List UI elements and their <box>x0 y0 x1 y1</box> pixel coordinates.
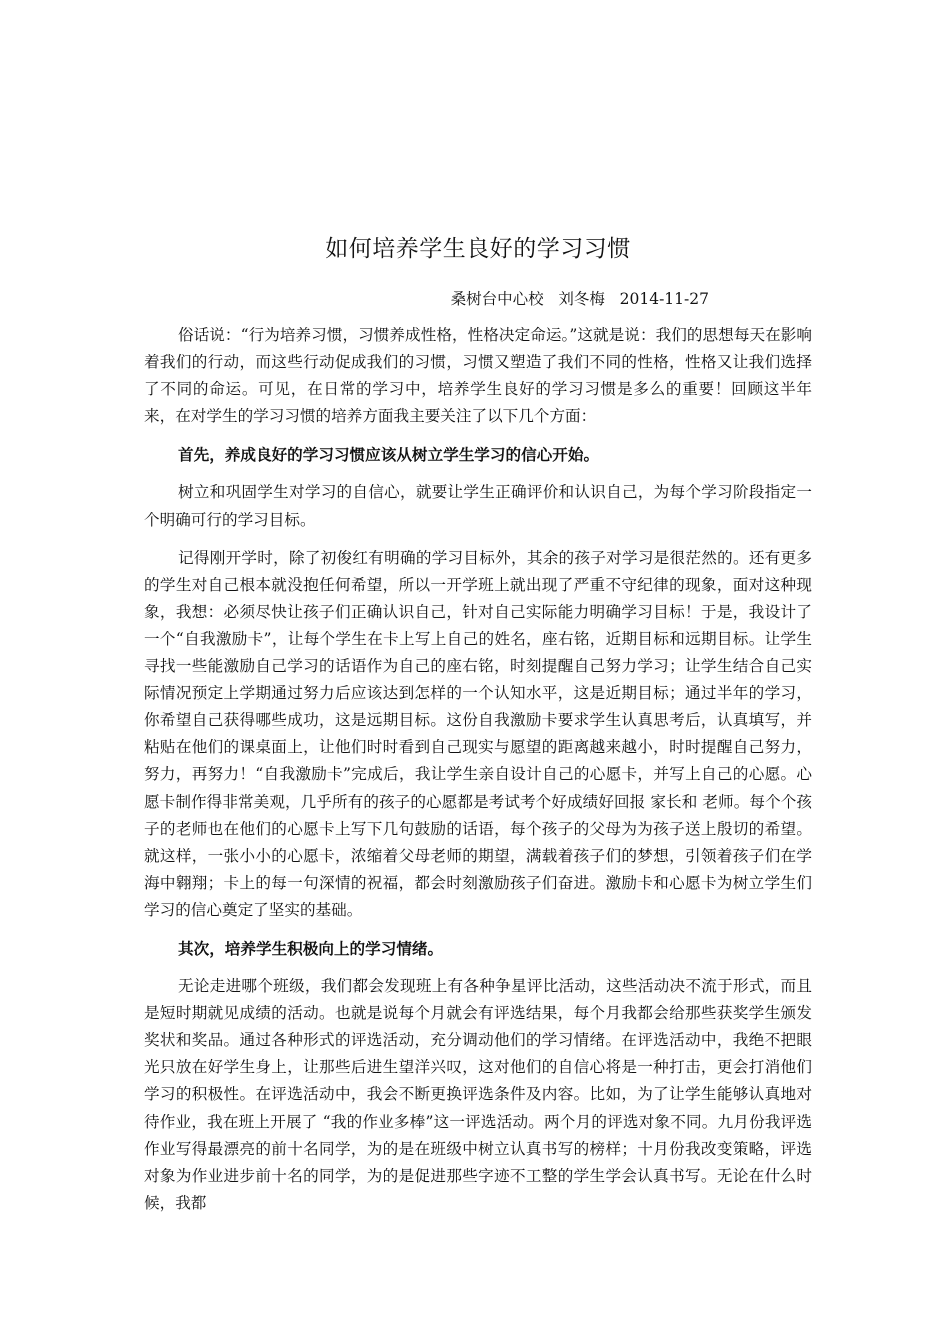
paragraph-self-motivation-card: 记得刚开学时，除了初俊红有明确的学习目标外，其余的孩子对学习是很茫然的。还有更多的学生对自己根本就没抱任何希望，所以一开学班上就出现了严重不守纪律的现象，面对这种现象，我想：必须尽快让孩子们正确认识自己，针对自己实际能力明确学习目标！于是，我设计了一个“自我激励卡”，让每个学生在卡上写上自己的姓名，座右铭，近期目标和远期目标。让学生寻找一些能激励自己学习的话语作为自己的座右铭，时刻提醒自己努力学习；让学生结合自己实际情况预定上学期通过努力后应该达到怎样的一个认知水平，这是近期目标；通过半年的学习，你希望自己获得哪些成功，这是远期目标。这份自我激励卡要求学生认真思考后，认真填写，并粘贴在他们的课桌面上，让他们时时看到自己现实与愿望的距离越来越小，时时提醒自己努力，努力，再努力！“自我激励卡”完成后，我让学生亲自设计自己的心愿卡，并写上自己的心愿。心愿卡制作得非常美观，几乎所有的孩子的心愿都是考试考个好成绩好回报 家长和 老师。每个个孩子的老师也在他们的心愿卡上写下几句鼓励的话语，每个孩子的父母为为孩子送上殷切的希望。就这样，一张小小的心愿卡，浓缩着父母老师的期望，满载着孩子们的梦想，引领着孩子们在学海中翱翔；卡上的每一句深情的祝福，都会时刻激励孩子们奋进。激励卡和心愿卡为树立学生们学习的信心奠定了坚实的基础。 <box>144 548 812 919</box>
document-title: 如何培养学生良好的学习习惯 <box>325 236 631 262</box>
document-body <box>144 322 812 1217</box>
document-byline: 桑树台中心校 刘冬梅 2014-11-27 <box>450 290 709 308</box>
paragraph-intro: 俗话说：“行为培养习惯，习惯养成性格，性格决定命运。”这就是说：我们的思想每天在影响着我们的行动，而这些行动促成我们的习惯，习惯又塑造了我们不同的性格，性格又让我们选择了不同的命运。可见，在日常的学习中，培养学生良好的学习习惯是多么的重要！回顾这半年来，在对学生的学习习惯的培养方面我主要关注了以下几个方面： <box>144 326 812 426</box>
section-heading-1: 首先，养成良好的学习习惯应该从树立学生学习的信心开始。 <box>178 445 600 465</box>
section-heading-2: 其次，培养学生积极向上的学习情绪。 <box>178 938 444 958</box>
paragraph-evaluation-activities: 无论走进哪个班级，我们都会发现班上有各种争星评比活动，这些活动决不流于形式，而且是短时期就见成绩的活动。也就是说每个月就会有评选结果，每个月我都会给那些获奖学生颁发奖状和奖品。通过各种形式的评选活动，充分调动他们的学习情绪。在评选活动中，我绝不把眼光只放在好学生身上，让那些后进生望洋兴叹，这对他们的自信心将是一种打击，更会打消他们学习的积极性。在评选活动中，我会不断更换评选条件及内容。比如，为了让学生能够认真地对待作业，我在班上开展了 “我的作业多棒”这一评选活动。两个月的评选对象不同。九月份我评选作业写得最漂亮的前十名同学，为的是在班级中树立认真书写的榜样；十月份我改变策略，评选对象为作业进步前十名的同学，为的是促进那些字迹不工整的学生学会认真书写。无论在什么时候，我都 <box>144 977 812 1212</box>
paragraph-confidence: 树立和巩固学生对学习的自信心，就要让学生正确评价和认识自己，为每个学习阶段指定一个明确可行的学习目标。 <box>144 483 812 529</box>
